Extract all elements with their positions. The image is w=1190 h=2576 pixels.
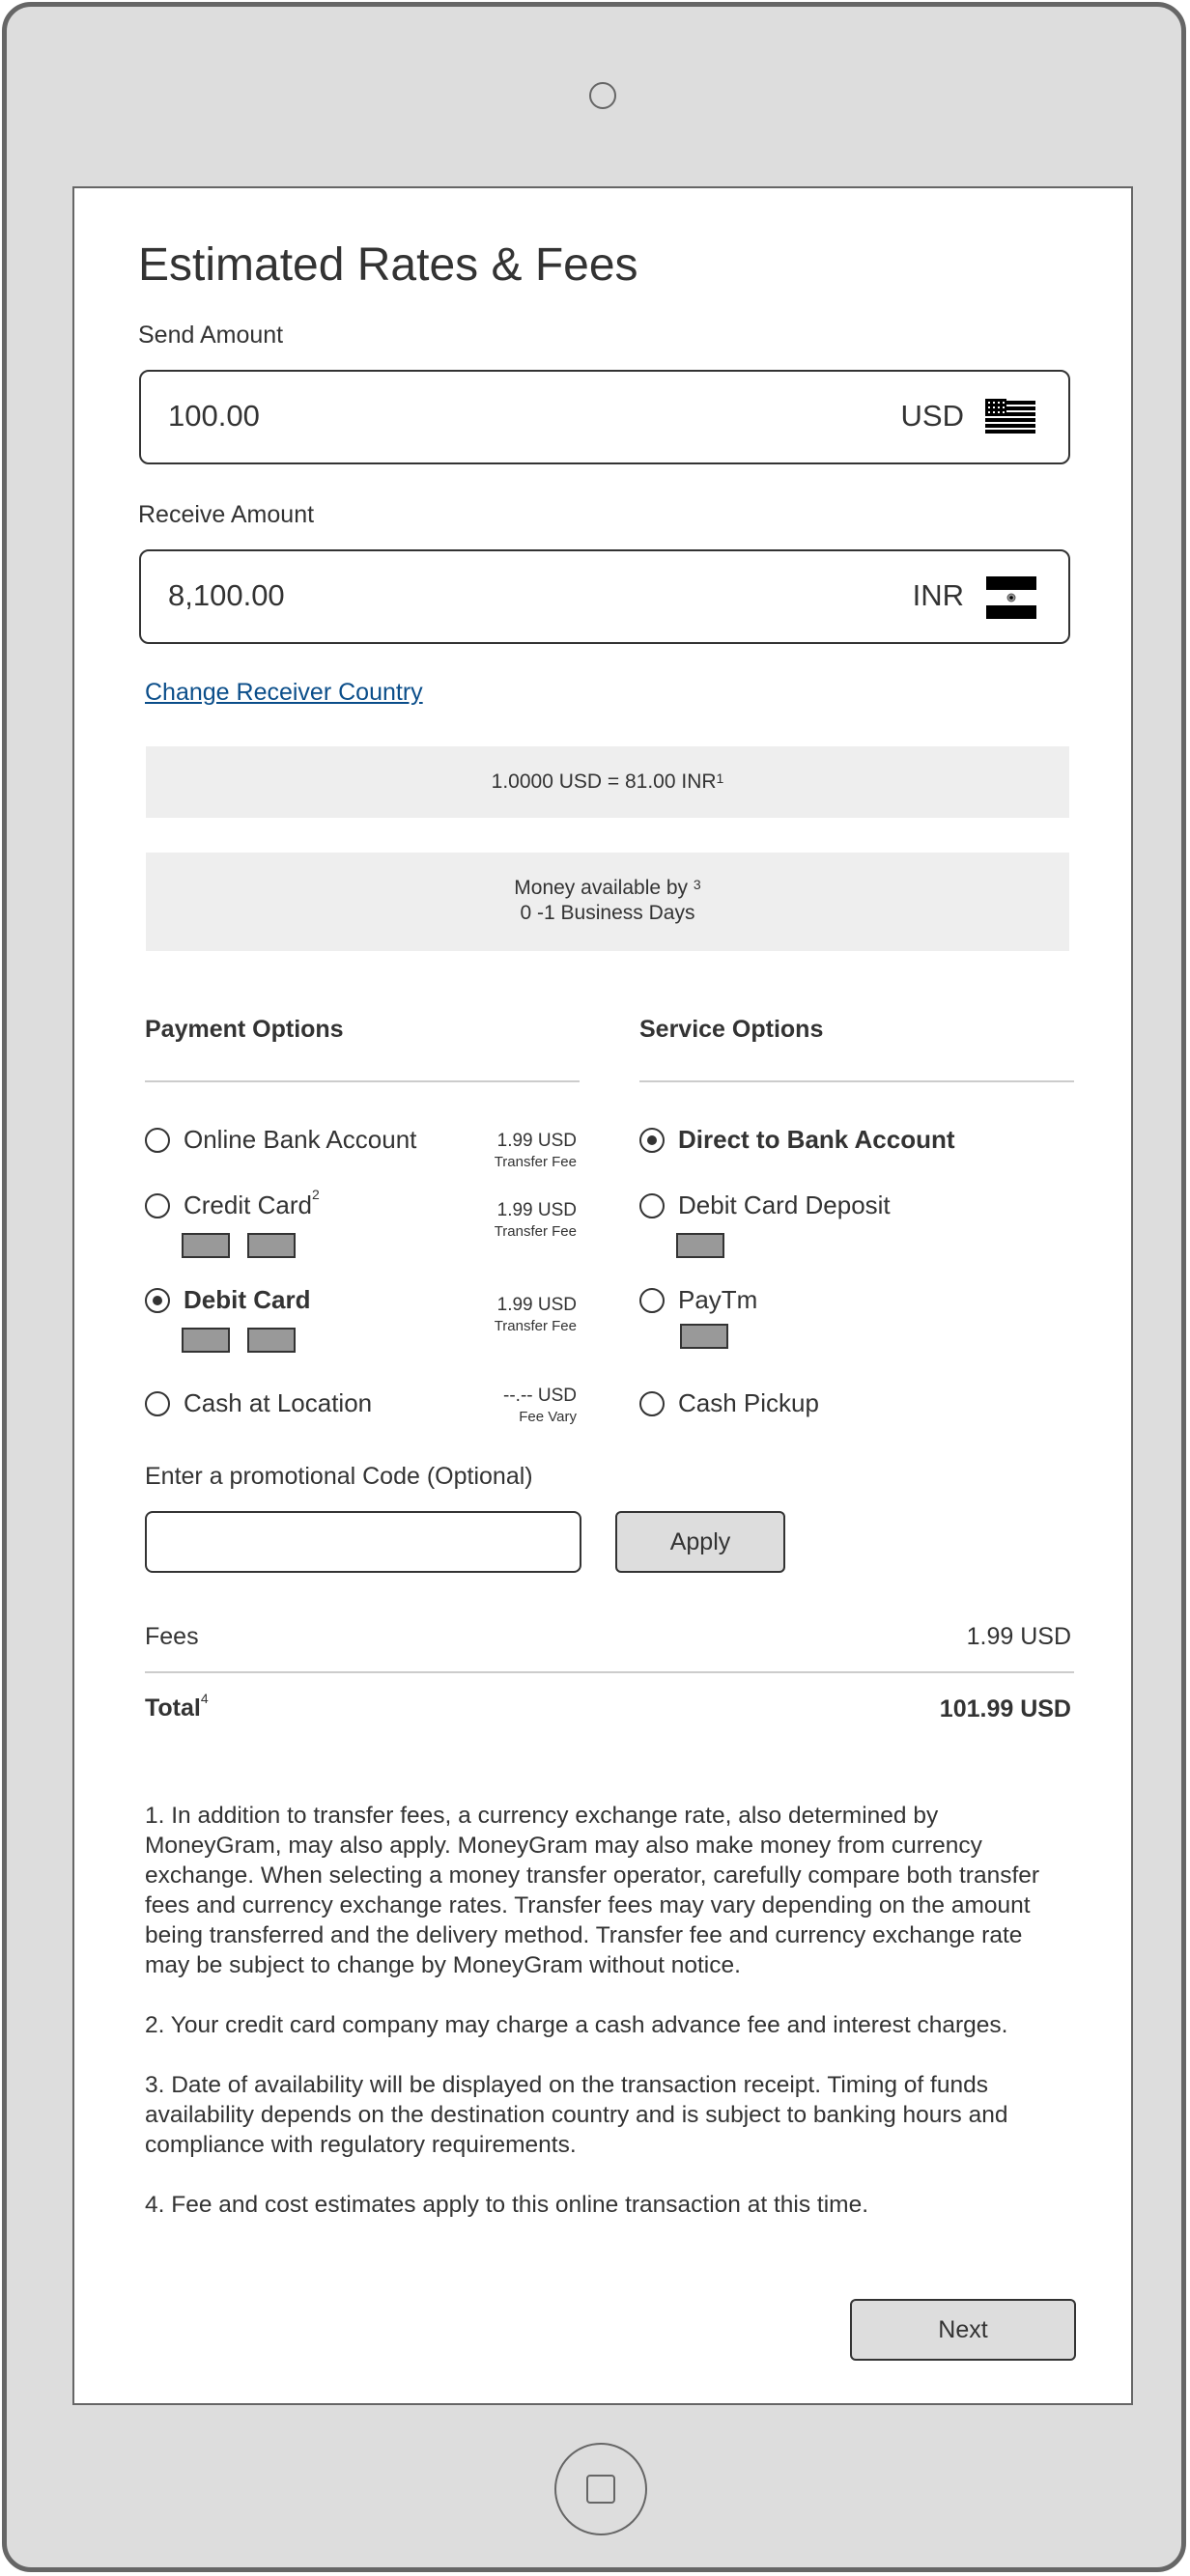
total-label: Total$^4$ <box>145 1691 209 1722</box>
availability-box <box>146 853 1069 951</box>
radio-credit-card[interactable] <box>145 1193 170 1218</box>
payment-option-fee: 1.99 USD <box>496 1131 577 1151</box>
send-amount-field[interactable] <box>139 370 1070 464</box>
promo-code-input[interactable] <box>145 1511 581 1573</box>
radio-online-bank[interactable] <box>145 1128 170 1153</box>
payment-option-fee-note: Transfer Fee <box>494 1318 577 1334</box>
exchange-rate-text: 1.0000 USD = 81.00 INR <box>491 770 717 793</box>
receive-amount-field[interactable] <box>139 549 1070 644</box>
service-option-label: PayTm <box>678 1285 758 1314</box>
tablet-device-frame <box>2 2 1186 2572</box>
card-logo-icon <box>182 1233 230 1258</box>
camera-icon <box>589 82 616 109</box>
apply-button[interactable]: Apply <box>615 1511 785 1573</box>
send-currency: USD <box>900 399 964 433</box>
total-value: 101.99 USD <box>939 1695 1071 1722</box>
payment-option-label: Online Bank Account <box>184 1125 417 1154</box>
next-button[interactable]: Next <box>850 2299 1076 2361</box>
credit-card-footnote: 2 <box>311 1187 320 1202</box>
home-button[interactable] <box>554 2443 647 2535</box>
send-amount-value[interactable]: 100.00 <box>168 399 260 433</box>
radio-cash-at-location[interactable] <box>145 1391 170 1416</box>
promo-code-label: Enter a promotional Code (Optional) <box>145 1463 533 1490</box>
receive-amount-value[interactable]: 8,100.00 <box>168 578 285 612</box>
payment-option-label: Debit Card <box>184 1285 311 1314</box>
radio-direct-to-bank[interactable] <box>639 1128 665 1153</box>
india-flag-icon <box>983 576 1037 619</box>
radio-debit-card-deposit[interactable] <box>639 1193 665 1218</box>
availability-label: Money available by <box>514 877 689 899</box>
screen <box>72 186 1133 2405</box>
footnote-2: 2. Your credit card company may charge a cash advance fee and interest charges. <box>145 2012 1008 2038</box>
footnote-1: 1. In addition to transfer fees, a currency exchange rate, also determined by MoneyGram, may also apply. MoneyGram may also make money from currency exchange. When selecting a money transfer operator, carefully compare both transfer fees and currency exchange rates. Transfer fees may vary depending on the amount being transferred and the delivery method. Transfer fee and currency exchange rate may be subject to change by MoneyGram without notice. <box>145 1803 1040 1978</box>
footnote-3: 3. Date of availability will be displayed on the transaction receipt. Timing of funds availability depends on the destination country and is subject to banking hours and compliance with regulatory requirements. <box>145 2072 1008 2158</box>
change-receiver-country-link[interactable]: Change Receiver Country <box>145 679 423 706</box>
availability-days: 0 -1 Business Days <box>520 902 695 924</box>
receive-currency: INR <box>912 578 964 612</box>
payment-option-fee-note: Transfer Fee <box>494 1223 577 1240</box>
card-logo-icon <box>247 1328 296 1353</box>
receive-amount-label: Receive Amount <box>138 501 315 528</box>
payment-option-fee: 1.99 USD <box>496 1200 577 1220</box>
radio-paytm[interactable] <box>639 1288 665 1313</box>
paytm-logo-icon <box>680 1324 728 1349</box>
radio-debit-card[interactable] <box>145 1288 170 1313</box>
card-logo-icon <box>247 1233 296 1258</box>
send-amount-label: Send Amount <box>138 322 284 349</box>
availability-footnote: 3 <box>693 877 701 892</box>
card-logo-icon <box>182 1328 230 1353</box>
exchange-rate-footnote: 1 <box>716 770 724 786</box>
service-option-label: Debit Card Deposit <box>678 1190 891 1219</box>
footnotes <box>145 1801 1072 2250</box>
exchange-rate-box <box>146 746 1069 818</box>
radio-cash-pickup[interactable] <box>639 1391 665 1416</box>
summary-divider <box>145 1671 1074 1673</box>
payment-option-fee-note: Transfer Fee <box>494 1154 577 1170</box>
payment-options-title: Payment Options <box>145 1016 344 1043</box>
total-footnote: 4 <box>200 1691 209 1706</box>
payment-option-fee: --.-- USD <box>503 1386 577 1406</box>
payment-option-fee: 1.99 USD <box>496 1295 577 1315</box>
payment-option-label: Cash at Location <box>184 1388 373 1417</box>
page-title: Estimated Rates & Fees <box>138 239 638 291</box>
footnote-4: 4. Fee and cost estimates apply to this online transaction at this time. <box>145 2192 868 2218</box>
home-square-icon <box>586 2475 615 2504</box>
service-option-label: Direct to Bank Account <box>678 1125 955 1154</box>
service-option-label: Cash Pickup <box>678 1388 819 1417</box>
card-logo-icon <box>676 1233 724 1258</box>
fees-value: 1.99 USD <box>966 1623 1071 1650</box>
fees-label: Fees <box>145 1623 199 1650</box>
payment-options-divider <box>145 1080 580 1082</box>
us-flag-icon <box>983 397 1037 439</box>
payment-option-label: Credit Card$^2$ <box>184 1187 320 1219</box>
service-options-title: Service Options <box>639 1016 824 1043</box>
service-options-divider <box>639 1080 1074 1082</box>
payment-option-fee-note: Fee Vary <box>519 1409 577 1425</box>
